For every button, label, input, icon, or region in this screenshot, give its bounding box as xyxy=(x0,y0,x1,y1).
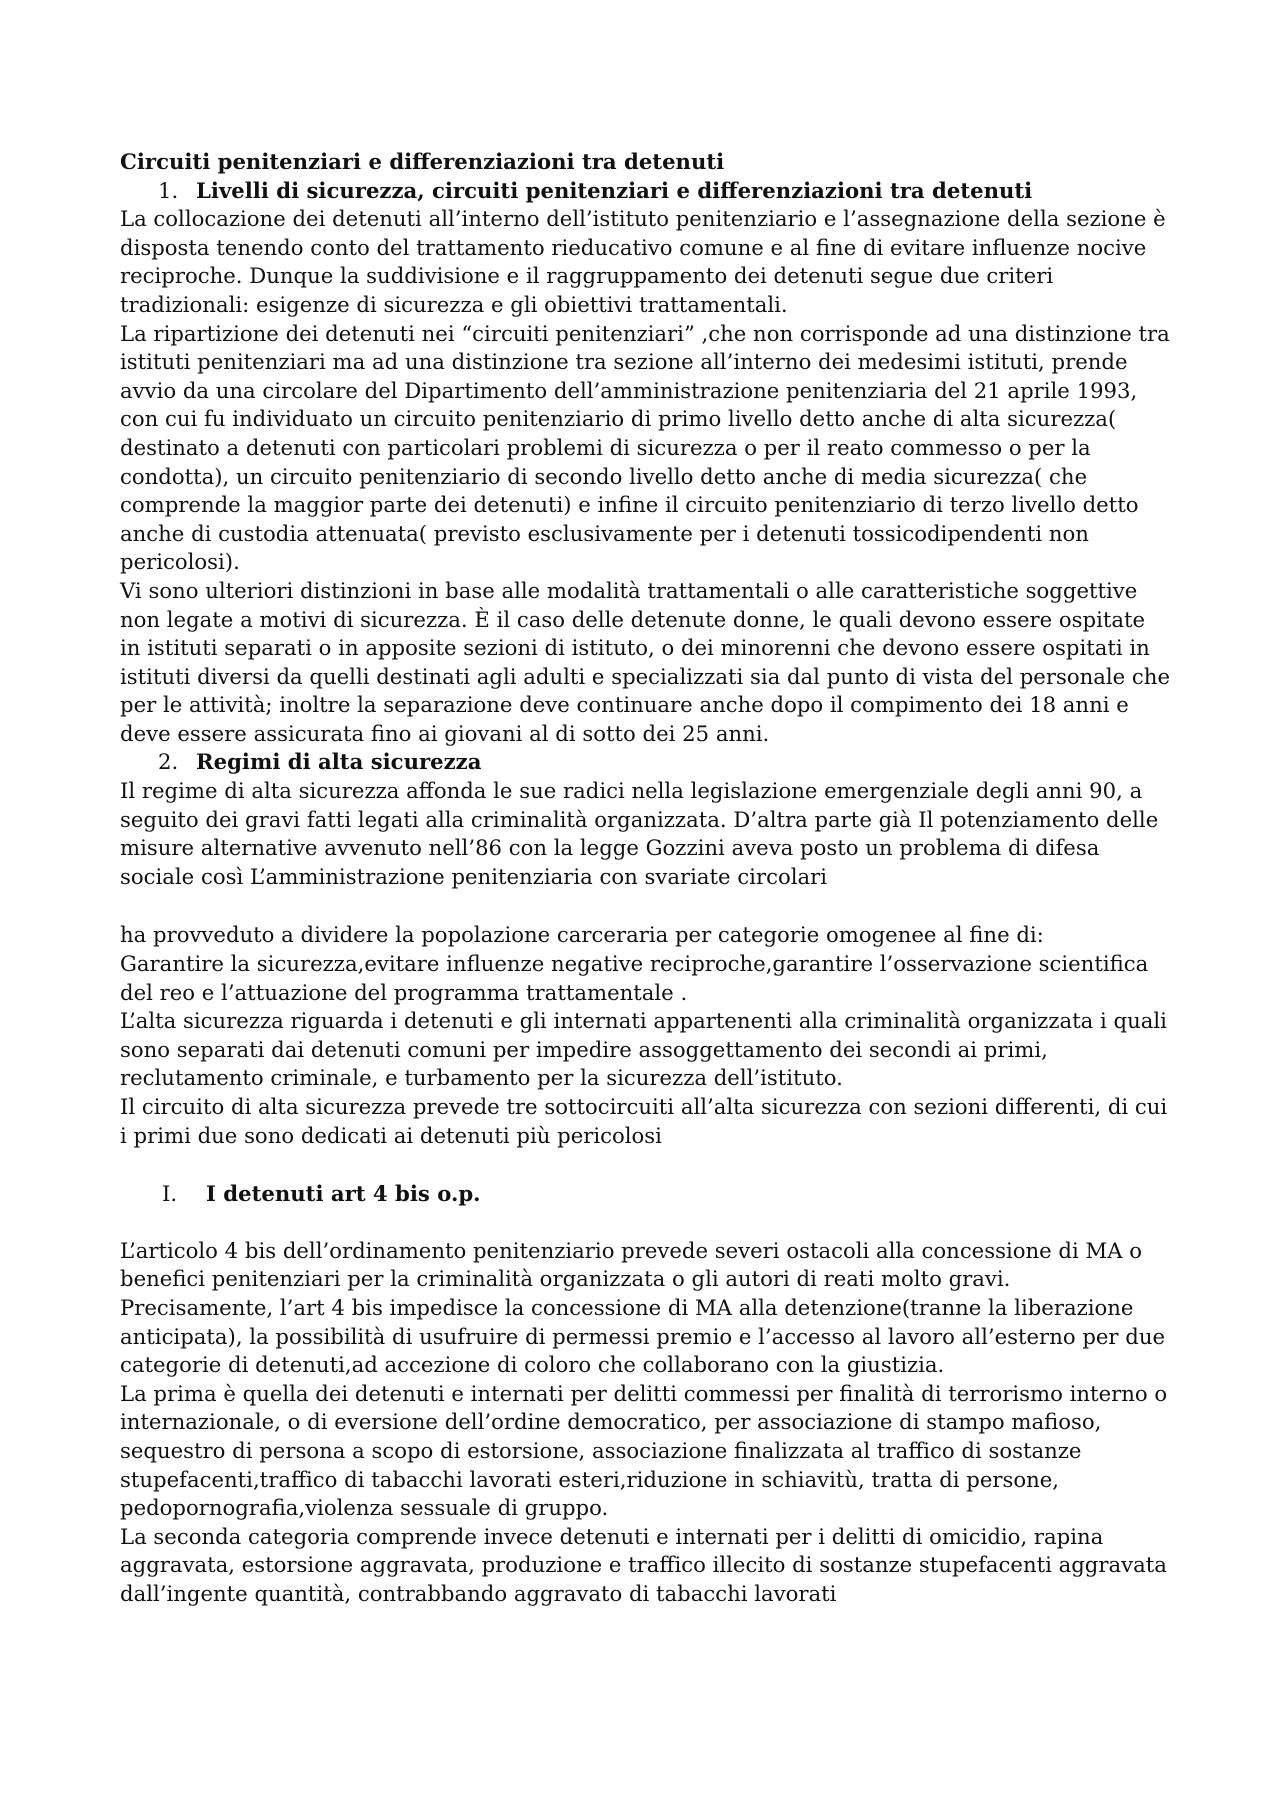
section-1-number: 1. xyxy=(158,177,179,203)
subsection-1-number: I. xyxy=(162,1181,178,1207)
section-2-paragraph: ha provveduto a dividere la popolazione carceraria per categorie omogenee al fine di: xyxy=(120,922,1044,948)
subsection-1-paragraph: L’articolo 4 bis dell’ordinamento penitenziario prevede severi ostacoli alla concessione di MA o benefici penitenziari per la criminalità organizzata o gli autori di reati molto gravi. xyxy=(120,1237,1142,1292)
subsection-1-paragraph: La prima è quella dei detenuti e internati per delitti commessi per finalità di terrorismo interno o internazionale, o di eversione dell’ordine democratico, per associazione di stampo mafioso, sequestro di persona a scopo di estorsione, associazione finalizzata al traffico di sostanze stupefacenti,traffico di tabacchi lavorati esteri,riduzione in schiavitù, tratta di persone, pedopornografia,violenza sessuale di gruppo. xyxy=(120,1380,1168,1521)
subsection-1-heading xyxy=(120,1180,1170,1209)
section-2-paragraph: Il regime di alta sicurezza affonda le sue radici nella legislazione emergenziale degli anni 90, a seguito dei gravi fatti legati alla criminalità organizzata. D’altra parte già Il potenziamento delle misure alternative avvenuto nell’86 con la legge Gozzini aveva posto un problema di difesa sociale così L’amministrazione penitenziaria con svariate circolari xyxy=(120,778,1159,889)
section-2-paragraph: Il circuito di alta sicurezza prevede tre sottocircuiti all’alta sicurezza con sezioni differenti, di cui i primi due sono dedicati ai detenuti più pericolosi xyxy=(120,1094,1168,1148)
subsection-1-title: I detenuti art 4 bis o.p. xyxy=(206,1181,481,1207)
section-1-heading xyxy=(120,177,1170,206)
subsection-1-paragraph: Precisamente, l’art 4 bis impedisce la concessione di MA alla detenzione(tranne la liberazione anticipata), la possibilità di usufruire di permessi premio e l’accesso al lavoro all’esterno per due categorie di detenuti,ad accezione di coloro che collaborano con la giustizia. xyxy=(120,1294,1166,1378)
section-2-heading xyxy=(120,748,1170,777)
section-2-number: 2. xyxy=(158,749,179,775)
subsection-1-paragraph: La seconda categoria comprende invece detenuti e internati per i delitti di omicidio, rapina aggravata, estorsione aggravata, produzione e traffico illecito di sostanze stupefacenti aggravata dall’ingente quantità, contrabbando aggravato di tabacchi lavorati xyxy=(120,1523,1167,1606)
section-2-paragraph: Garantire la sicurezza,evitare influenze negative reciproche,garantire l’osservazione scientifica del reo e l’attuazione del programma trattamentale . xyxy=(120,951,1149,1005)
section-2-paragraph: L’alta sicurezza riguarda i detenuti e gli internati appartenenti alla criminalità organizzata i quali sono separati dai detenuti comuni per impedire assoggettamento dei secondi ai primi, reclutamento criminale, e turbamento per la sicurezza dell’istituto. xyxy=(120,1008,1167,1091)
document-title: Circuiti penitenziari e differenziazioni tra detenuti xyxy=(120,149,725,174)
section-2-title: Regimi di alta sicurezza xyxy=(196,749,482,775)
section-1-title: Livelli di sicurezza, circuiti penitenziari e differenziazioni tra detenuti xyxy=(196,177,1033,203)
section-1-paragraph: La collocazione dei detenuti all’interno dell’istituto penitenziario e l’assegnazione della sezione è disposta tenendo conto del trattamento rieducativo comune e al fine di evitare influenze nocive reciproche. Dunque la suddivisione e il raggruppamento dei detenuti segue due criteri tradizionali: esigenze di sicurezza e gli obiettivi trattamentali. xyxy=(120,206,1166,317)
section-1-paragraph: Vi sono ulteriori distinzioni in base alle modalità trattamentali o alle caratteristiche soggettive non legate a motivi di sicurezza. È il caso delle detenute donne, le quali devono essere ospitate in istituti separati o in apposite sezioni di istituto, o dei minorenni che devono essere ospitati in istituti diversi da quelli destinati agli adulti e specializzati sia dal punto di vista del personale che per le attività; inoltre la separazione deve continuare anche dopo il compimento dei 18 anni e deve essere assicurata fino ai giovani al di sotto dei 25 anni. xyxy=(120,577,1170,746)
section-1-paragraph: La ripartizione dei detenuti nei “circuiti penitenziari” ,che non corrisponde ad una distinzione tra istituti penitenziari ma ad una distinzione tra sezione all’interno dei medesimi istituti, prende avvio da una circolare del Dipartimento dell’amministrazione penitenziaria del 21 aprile 1993, con cui fu individuato un circuito penitenziario di primo livello detto anche di alta sicurezza( destinato a detenuti con particolari problemi di sicurezza o per il reato commesso o per la condotta), un circuito penitenziario di secondo livello detto anche di media sicurezza( che comprende la maggior parte dei detenuti) e infine il circuito penitenziario di terzo livello detto anche di custodia attenuata( previsto esclusivamente per i detenuti tossicodipendenti non pericolosi). xyxy=(120,320,1170,575)
document-page xyxy=(120,148,1170,1609)
